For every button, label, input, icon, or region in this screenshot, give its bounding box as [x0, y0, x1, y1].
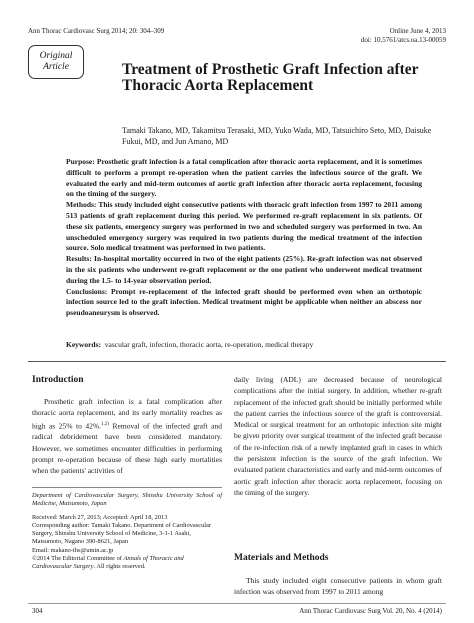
- received-dates: Received: March 27, 2013; Accepted: April 18, 2013: [32, 513, 168, 521]
- abstract-results-label: Results:: [66, 254, 92, 264]
- footer-divider: [28, 603, 446, 604]
- copyright-text-a: ©2014 The Editorial Committee of: [32, 555, 124, 563]
- right-column-text: [234, 374, 442, 498]
- abstract: [66, 157, 422, 319]
- online-date: Online June 4, 2013: [389, 27, 446, 35]
- copyright: [32, 555, 222, 572]
- corresponding-author: Corresponding author: Tamaki Takano. Department of Cardiovascular Surgery, Shinshu University School of Medicine, 3-1-1 Asahi, Matsumoto, Nagano 390-8621, Japan: [32, 521, 211, 546]
- running-header-journal: Ann Thorac Cardiovasc Surg 2014; 20: 304–309: [28, 27, 165, 35]
- footer-journal: Ann Thorac Cardiovasc Surg Vol. 20, No. 4 (2014): [299, 607, 442, 615]
- abstract-purpose-text: Prosthetic graft infection is a fatal complication after thoracic aorta replacement, and it is sometimes difficult to perform a prompt re-operation when the patient carries the infectious source of the graft. We evaluated the early and mid-term outcomes of aortic graft infection after thoracic aorta replacement, focusing on the timing of the surgery.: [66, 157, 422, 199]
- methods-body: [234, 575, 442, 598]
- abstract-conclusions-text: Prompt re-replacement of the infected graft should be performed even when an orthotopic infection source led to the graft infection. Medical treatment might be applicable when neither an abscess nor pseudoaneurysm is observed.: [66, 286, 422, 318]
- article-type-line1: Original: [39, 51, 73, 61]
- author-list: Tamaki Takano, MD, Takamitsu Terasaki, MD, Yuko Wada, MD, Tatsuichiro Seto, MD, Daisuke Fukui, MD, and Jun Amano, MD: [122, 126, 432, 146]
- intro-text-b: Removal of the infected graft and radical debridement have been considered mandatory. However, we sometimes encounter difficulties in performing prompt re-operation because of these high early mortalities when the patients' activities of: [32, 421, 222, 476]
- abstract-methods-text: This study included eight consecutive patients with thoracic graft infection from 1997 to 2011 among 513 patients of graft replacement during this period. We performed re-graft replacement in six patients. Of these six patients, emergency surgery was performed in two and scheduled surgery was performed in two. An unscheduled emergency surgery was required in two patients during the medical treatment of the infection source. Solo medical treatment was performed in two patients.: [66, 200, 422, 253]
- email[interactable]: Email: makano-ths@umin.ac.jp: [32, 546, 114, 554]
- citation-superscript[interactable]: 1,2): [101, 421, 109, 427]
- intro-continued: daily living (ADL) are decreased because of neurological complications after the initial surgery. In addition, whether re-graft replacement of the infected graft should be initially performed while the patient carries the infectious source of the graft is controversial. Medical or surgical treatment for an orthotopic infection site might be given priority over surgical treatment of the infected graft because of the re-infection risk of a newly implanted graft in cases in which the persistent infection is the source of the graft infection. We evaluated patient characteristics and early and mid-term outcomes of aortic graft infection after thoracic aorta replacement, focusing on the timing of the surgery.: [234, 375, 442, 497]
- abstract-results-text: In-hospital mortality occurred in two of the eight patients (25%). Re-graft infection was not observed in the six patients who underwent re-graft replacement or the one patient who underwent medical treatment during the 1.5- to 14-year observation period.: [66, 254, 422, 285]
- footnotes: [32, 492, 222, 572]
- intro-text-a: Prosthetic graft infection is a fatal complication after thoracic aorta replacement, and its early mortality reaches as high as 25% to 42%.: [32, 397, 222, 431]
- page-number: 304: [32, 607, 43, 615]
- methods-heading: Materials and Methods: [234, 553, 329, 563]
- article-type-line2: Article: [43, 62, 69, 72]
- copyright-journal: Annals of Thoracic and Cardiovascular Surgery: [32, 555, 184, 571]
- abstract-conclusions: [66, 287, 422, 319]
- keywords-label: Keywords:: [66, 340, 101, 349]
- keywords: [66, 340, 422, 350]
- doi[interactable]: doi: 10.5761/atcs.oa.13-00059: [360, 36, 446, 44]
- abstract-purpose-label: Purpose:: [66, 157, 95, 166]
- article-title: Treatment of Prosthetic Graft Infection after Thoracic Aorta Replacement: [122, 61, 419, 94]
- introduction-paragraph: [32, 396, 222, 477]
- introduction-heading: Introduction: [32, 375, 84, 385]
- abstract-conclusions-label: Conclusions:: [66, 286, 108, 296]
- abstract-results: [66, 254, 422, 286]
- affiliation: Department of Cardiovascular Surgery, Shinshu University School of Medicine, Matsumoto, Japan: [32, 492, 222, 508]
- footnote-divider: [32, 487, 222, 488]
- abstract-purpose: [66, 157, 422, 200]
- section-divider: [28, 361, 446, 362]
- abstract-methods: [66, 200, 422, 254]
- article-type-label: [28, 45, 84, 79]
- copyright-text-b: . All rights reserved.: [93, 563, 146, 571]
- methods-paragraph: This study included eight consecutive patients in whom graft infection was observed from 1997 to 2011 among: [234, 576, 442, 597]
- abstract-methods-label: Methods:: [66, 200, 97, 210]
- introduction-body: [32, 396, 222, 477]
- keywords-text: vascular graft, infection, thoracic aorta, re-operation, medical therapy: [104, 340, 314, 349]
